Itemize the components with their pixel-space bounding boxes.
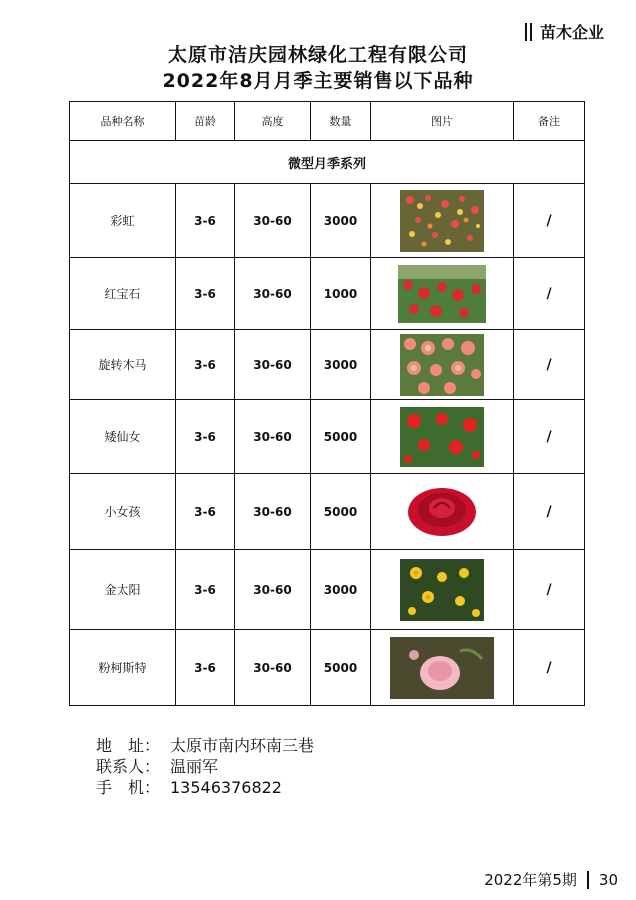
height-cell: 30-60 [235, 550, 311, 630]
photo-cell [371, 258, 514, 330]
variety-name: 金太阳 [70, 550, 176, 630]
address-value: 太原市南内环南三巷 [170, 736, 315, 755]
page-footer [484, 869, 618, 890]
rose-photo-dwarf-fairy [400, 407, 484, 467]
address-row [96, 735, 314, 756]
note-cell: / [514, 474, 585, 550]
header-quantity: 数量 [311, 102, 371, 141]
table-row [70, 330, 585, 400]
photo-cell [371, 184, 514, 258]
phone-value: 13546376822 [170, 778, 282, 797]
rose-photo-carousel [400, 334, 484, 396]
table-row [70, 400, 585, 474]
rose-photo-rainbow [400, 190, 484, 252]
photo-cell [371, 330, 514, 400]
note-cell: / [514, 400, 585, 474]
table-row [70, 550, 585, 630]
age-cell: 3-6 [176, 550, 235, 630]
page-number: 30 [598, 870, 618, 889]
tag-bar [530, 23, 532, 41]
note-cell: / [514, 330, 585, 400]
variety-name: 红宝石 [70, 258, 176, 330]
height-cell: 30-60 [235, 400, 311, 474]
rose-photo-golden-sun [400, 559, 484, 621]
note-cell: / [514, 258, 585, 330]
contact-person-value: 温丽军 [170, 757, 219, 776]
header-height: 高度 [235, 102, 311, 141]
rose-photo-pink-koster [390, 637, 494, 699]
height-cell: 30-60 [235, 330, 311, 400]
variety-name: 彩虹 [70, 184, 176, 258]
quantity-cell: 5000 [311, 630, 371, 706]
section-tag-label: 苗木企业 [539, 23, 604, 42]
header-age: 苗龄 [176, 102, 235, 141]
page-subtitle: 2022年8月月季主要销售以下品种 [162, 70, 474, 92]
photo-cell [371, 550, 514, 630]
height-cell: 30-60 [235, 258, 311, 330]
phone-row [96, 777, 314, 798]
page-title: 太原市洁庆园林绿化工程有限公司 [167, 44, 468, 66]
quantity-cell: 3000 [311, 184, 371, 258]
table-row [70, 474, 585, 550]
series-row [70, 141, 585, 184]
tag-bar [525, 23, 527, 41]
age-cell: 3-6 [176, 258, 235, 330]
issue-label: 2022年第5期 [484, 871, 577, 889]
series-title: 微型月季系列 [70, 141, 585, 184]
variety-name: 粉柯斯特 [70, 630, 176, 706]
variety-name: 旋转木马 [70, 330, 176, 400]
header-note: 备注 [514, 102, 585, 141]
note-cell: / [514, 630, 585, 706]
quantity-cell: 3000 [311, 550, 371, 630]
photo-cell [371, 400, 514, 474]
product-table [69, 101, 585, 706]
header-variety: 品种名称 [70, 102, 176, 141]
phone-label: 手 机： [96, 778, 161, 797]
variety-name: 小女孩 [70, 474, 176, 550]
height-cell: 30-60 [235, 474, 311, 550]
contact-person-row [96, 756, 314, 777]
quantity-cell: 5000 [311, 400, 371, 474]
quantity-cell: 3000 [311, 330, 371, 400]
contact-block [96, 735, 314, 798]
height-cell: 30-60 [235, 630, 311, 706]
photo-cell [371, 474, 514, 550]
variety-name: 矮仙女 [70, 400, 176, 474]
age-cell: 3-6 [176, 474, 235, 550]
age-cell: 3-6 [176, 184, 235, 258]
contact-person-label: 联系人： [96, 757, 161, 776]
quantity-cell: 5000 [311, 474, 371, 550]
age-cell: 3-6 [176, 330, 235, 400]
age-cell: 3-6 [176, 630, 235, 706]
age-cell: 3-6 [176, 400, 235, 474]
table-row [70, 630, 585, 706]
table-row [70, 258, 585, 330]
rose-photo-ruby [398, 265, 486, 323]
table-header-row [70, 102, 585, 141]
quantity-cell: 1000 [311, 258, 371, 330]
height-cell: 30-60 [235, 184, 311, 258]
table-row [70, 184, 585, 258]
photo-cell [371, 630, 514, 706]
note-cell: / [514, 550, 585, 630]
note-cell: / [514, 184, 585, 258]
address-label: 地 址： [96, 736, 161, 755]
header-photo: 图片 [371, 102, 514, 141]
footer-divider [587, 871, 589, 889]
rose-photo-little-girl [400, 484, 484, 540]
